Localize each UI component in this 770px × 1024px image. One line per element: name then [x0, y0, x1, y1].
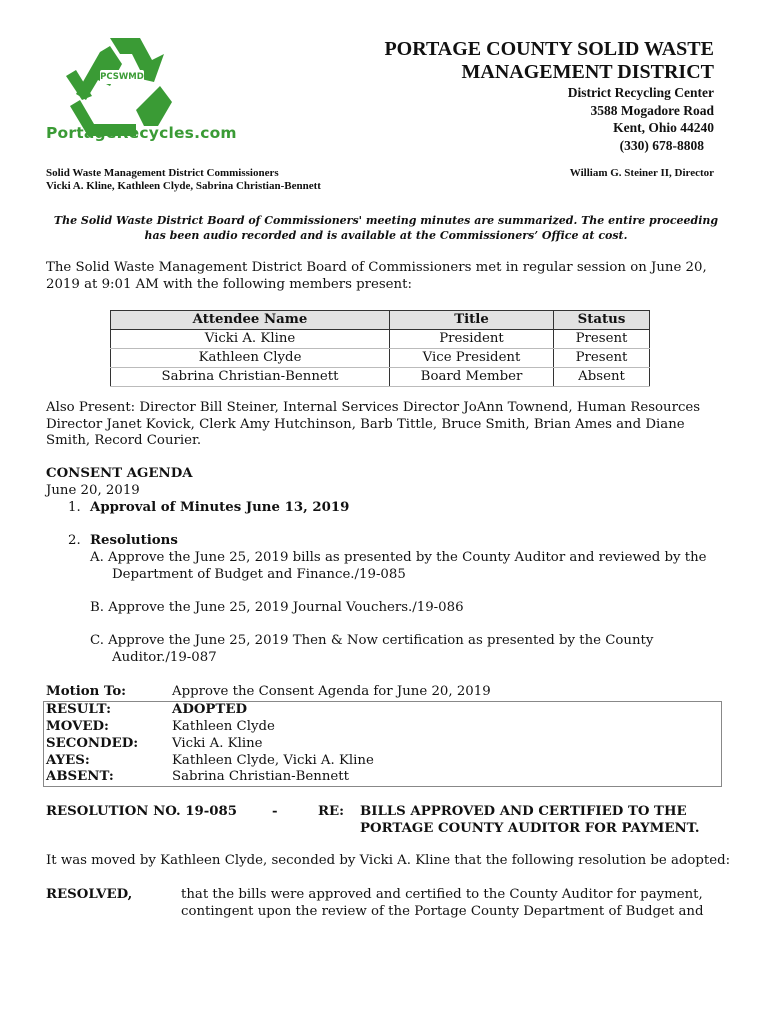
also-present-line: Director Janet Kovick, Clerk Amy Hutchinson, Barb Tittle, Bruce Smith, Brian Ames and Diane — [46, 416, 685, 432]
table-cell: Sabrina Christian-Bennett — [111, 368, 390, 387]
commissioners-names: Vicki A. Kline, Kathleen Clyde, Sabrina Christian-Bennett — [46, 180, 321, 192]
commissioners-block — [46, 167, 321, 193]
column-header: Attendee Name — [111, 311, 390, 330]
resolved-text — [181, 887, 741, 920]
table-header-row — [111, 311, 650, 330]
table-cell: Vicki A. Kline — [111, 330, 390, 349]
agenda-item-2-number: 2. — [68, 533, 81, 548]
moved-statement: It was moved by Kathleen Clyde, seconded by Vicki A. Kline that the following resolution be adopted: — [46, 853, 731, 868]
logo-badge: PCSWMD — [100, 72, 144, 82]
attendee-table — [110, 310, 650, 387]
motion-result-box — [43, 701, 722, 787]
agenda-item-1: Approval of Minutes June 13, 2019 — [90, 500, 350, 515]
result-value: ADOPTED — [172, 702, 247, 717]
resolution-c-line: Auditor./19-087 — [112, 649, 217, 665]
resolution-a-line: Department of Budget and Finance./19-085 — [112, 566, 406, 582]
summary-line: has been audio recorded and is available at the Commissioners’ Office at cost. — [144, 229, 628, 242]
resolution-c — [90, 633, 730, 666]
column-header: Status — [554, 311, 650, 330]
resolution-subject-line: BILLS APPROVED AND CERTIFIED TO THE — [360, 804, 687, 819]
resolution-a-line: A. Approve the June 25, 2019 bills as presented by the County Auditor and reviewed by the — [90, 550, 707, 565]
re-label: RE: — [318, 804, 345, 819]
resolution-a — [90, 550, 730, 583]
phone-number: (330) 678-8808 — [619, 137, 704, 153]
absent-value: Sabrina Christian-Bennett — [172, 769, 349, 784]
org-title-line1: PORTAGE COUNTY SOLID WASTE — [384, 38, 714, 60]
table-cell: Vice President — [390, 349, 554, 368]
agenda-item-2: Resolutions — [90, 533, 178, 548]
table-row — [111, 349, 650, 368]
table-cell: Present — [554, 349, 650, 368]
intro-line: 2019 at 9:01 AM with the following members present: — [46, 276, 412, 292]
table-cell: Kathleen Clyde — [111, 349, 390, 368]
result-label: RESULT: — [46, 702, 111, 717]
seconded-value: Vicki A. Kline — [172, 736, 263, 751]
address-line: District Recycling Center — [567, 85, 714, 100]
summary-note — [46, 213, 726, 243]
table-cell: Absent — [554, 368, 650, 387]
intro-line: The Solid Waste Management District Board of Commissioners met in regular session on June 20, — [46, 260, 707, 275]
resolved-label: RESOLVED, — [46, 887, 133, 902]
moved-value: Kathleen Clyde — [172, 719, 275, 734]
resolution-c-line: C. Approve the June 25, 2019 Then & Now certification as presented by the County — [90, 633, 654, 648]
intro-paragraph — [46, 260, 726, 293]
motion-label: Motion To: — [46, 684, 127, 699]
address-block — [480, 84, 714, 154]
consent-date: June 20, 2019 — [46, 483, 140, 498]
table-cell: President — [390, 330, 554, 349]
address-line: Kent, Ohio 44240 — [613, 120, 714, 135]
agenda-item-1-number: 1. — [68, 500, 81, 515]
moved-label: MOVED: — [46, 719, 109, 734]
resolved-line: that the bills were approved and certified to the County Auditor for payment, — [181, 887, 703, 902]
absent-label: ABSENT: — [46, 769, 114, 784]
commissioners-label: Solid Waste Management District Commissioners — [46, 167, 279, 179]
resolved-line: contingent upon the review of the Portage County Department of Budget and — [181, 903, 704, 919]
org-title — [380, 38, 714, 84]
summary-line: The Solid Waste District Board of Commissioners' meeting minutes are summarized. The entire proceeding — [53, 214, 719, 227]
director-name: William G. Steiner II, Director — [569, 167, 714, 179]
resolution-number: RESOLUTION NO. 19-085 — [46, 804, 238, 819]
column-header: Title — [390, 311, 554, 330]
also-present-line: Smith, Record Courier. — [46, 433, 202, 448]
also-present — [46, 400, 736, 450]
org-title-line2: MANAGEMENT DISTRICT — [461, 61, 714, 83]
address-line: 3588 Mogadore Road — [590, 102, 714, 118]
ayes-label: AYES: — [46, 753, 90, 768]
resolution-subject — [360, 804, 699, 837]
seconded-label: SECONDED: — [46, 736, 139, 751]
resolution-b: B. Approve the June 25, 2019 Journal Vouchers./19-086 — [90, 600, 464, 615]
table-cell: Present — [554, 330, 650, 349]
resolution-subject-line: PORTAGE COUNTY AUDITOR FOR PAYMENT. — [360, 820, 700, 836]
table-row — [111, 330, 650, 349]
resolution-dash: - — [272, 804, 278, 819]
table-row — [111, 368, 650, 387]
table-cell: Board Member — [390, 368, 554, 387]
logo-website-text: PortageRecycles.com — [46, 124, 237, 142]
consent-heading: CONSENT AGENDA — [46, 466, 193, 481]
also-present-line: Also Present: Director Bill Steiner, Internal Services Director JoAnn Townend, Human Resources — [46, 400, 701, 415]
ayes-value: Kathleen Clyde, Vicki A. Kline — [172, 753, 374, 768]
motion-value: Approve the Consent Agenda for June 20, 2019 — [172, 684, 491, 699]
